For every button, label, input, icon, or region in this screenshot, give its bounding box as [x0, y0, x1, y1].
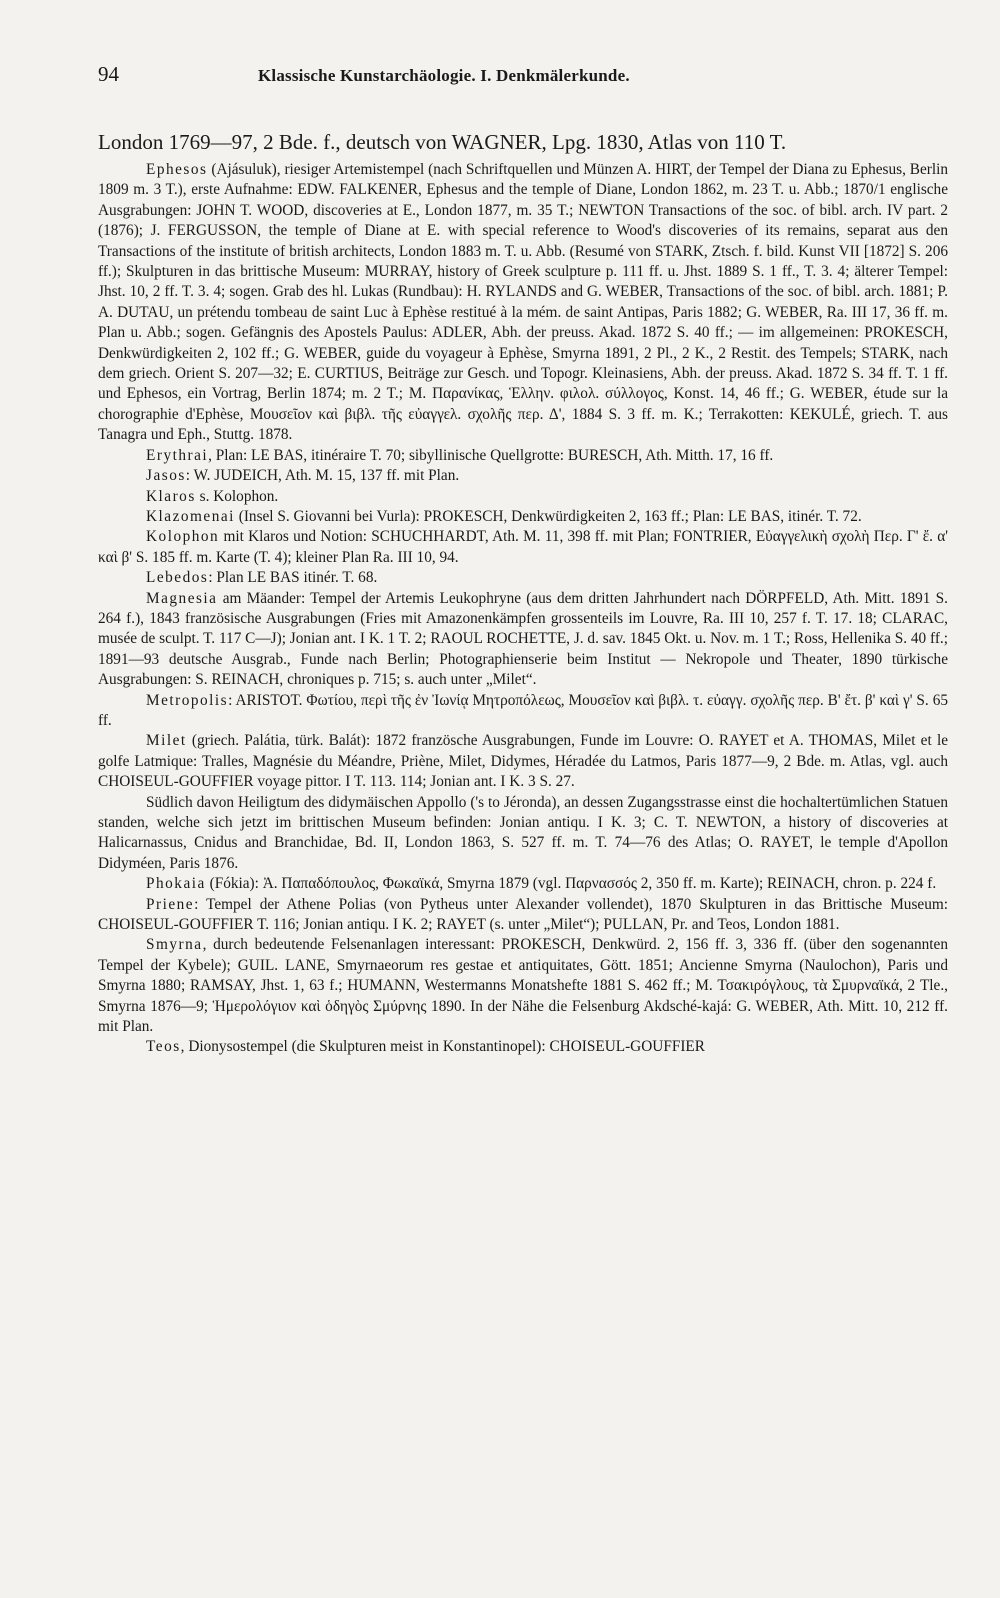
place-name: Lebedos	[146, 569, 209, 587]
place-name: Klaros	[146, 487, 196, 505]
page-number: 94	[98, 62, 119, 86]
entry-text: (Fókia): Ἀ. Παπαδόπουλος, Φωκαϊκά, Smyrna 1879 (vgl. Παρνασσός 2, 350 ff. m. Karte); REINACH, chron. p. 224 f.	[205, 875, 937, 893]
entry-erythrai	[98, 446, 948, 466]
entries-list	[98, 160, 948, 1058]
place-name: Ephesos	[146, 161, 208, 178]
entry-klazomenai	[98, 507, 948, 527]
entry-teos	[98, 1037, 948, 1057]
place-name: Smyrna	[146, 936, 203, 954]
entry-lebedos	[98, 568, 948, 588]
entry-text: am Mäander: Tempel der Artemis Leukophryne (aus dem dritten Jahrhundert nach DÖRPFELD, Ath. Mitt. 1891 S. 264 f.), 1843 französische Ausgrabungen (Fries mit Amazonenkämpfen grossenteils im Louvre, Ra. III 10, 257 f. T. 17. 18; CLARAC, musée de sculpt. T. 117 C—J); Jonian ant. I K. 1 T. 2; RAOUL ROCHETTE, J. d. sav. 1845 Okt. u. Nov. m. 1 T.; Ross, Hellenika S. 40 ff.; 1891—93 deutsche Ausgrab., Funde nach Berlin; Photographienserie beim Institut — Nekropole und Theater, 1890 türkische Ausgrabungen: S. REINACH, chroniques p. 715; s. auch unter „Milet“.	[98, 589, 948, 689]
entry-magnesia	[98, 589, 948, 691]
page-header	[98, 62, 948, 102]
entry-text: s. Kolophon.	[195, 487, 279, 505]
entry-kolophon	[98, 527, 948, 568]
running-title: Klassische Kunstarchäologie. I. Denkmälerkunde.	[258, 66, 630, 85]
place-name: Metropolis	[146, 691, 229, 709]
place-name: Milet	[146, 732, 187, 750]
entry-text: (Ajásuluk), riesiger Artemistempel (nach Schriftquellen und Münzen A. HIRT, der Tempel der Diana zu Ephesus, Berlin 1809 m. 3 T.), erste Aufnahme: EDW. FALKENER, Ephesus and the temple of Diane, London 1862, m. 23 T. u. Abb.; 1870/1 englische Ausgrabungen: JOHN T. WOOD, discoveries at E., London 1877, m. 35 T.; NEWTON Transactions of the soc. of bibl. arch. IV part. 2 (1876); J. FERGUSSON, the temple of Diane at E. with special reference to Wood's discoveries of its remains, separat aus den Transactions of the institute of british architects, London 1883 m. T. u. Abb. (Resumé von STARK, Ztsch. f. bild. Kunst VII [1872] S. 206 ff.); Skulpturen in das brittische Museum: MURRAY, history of Greek sculpture p. 111 ff. u. Jhst. 1889 S. 1 ff., T. 3. 4; älterer Tempel: Jhst. 10, 2 ff. T. 3. 4; sogen. Grab des hl. Lukas (Rundbau): H. RYLANDS and G. WEBER, Transactions of the soc. of bibl. arch. 1881; P. A. DUTAU, un prétendu tombeau de saint Luc à Ephèse restitué à la mém. de saint Antipas, Paris 1882; G. WEBER, Ra. III 17, 36 ff. m. Plan u. Abb.; sogen. Gefängnis des Apostels Paulus: ADLER, Abh. der preuss. Akad. 1872 S. 40 ff.; — im allgemeinen: PROKESCH, Denkwürdigkeiten 2, 102 ff.; G. WEBER, guide du voyageur à Ephèse, Smyrna 1891, 2 Pl., 2 K., 2 Restit. des Tempels; STARK, nach dem griech. Orient S. 207—32; E. CURTIUS, Beiträge zur Gesch. und Topogr. Kleinasiens, Abh. der preuss. Akad. 1872 S. 34 ff. T. 1 ff. und Ephesos, ein Vortrag, Berlin 1874; m. 2 T.; M. Παρανίκας, Ἑλλην. φιλολ. σύλλογος, Konst. 14, 46 ff.; G. WEBER, étude sur la chorographie d'Ephèse, Μουσεῖον καὶ βιβλ. τῆς εὐαγγελ. σχολῆς περ. Δ', 1884 S. 3 ff. m. K.; Terrakotten: KEKULÉ, griech. T. aus Tanagra und Eph., Stuttg. 1878.	[98, 161, 948, 444]
place-name: Kolophon	[146, 528, 220, 546]
entry-text: Südlich davon Heiligtum des didymäischen Appollo ('s to Jéronda), an dessen Zugangsstrasse einst die hochaltertümlichen Statuen standen, welche sich jetzt im brittischen Museum befinden: Jonian antiqu. I K. 3; C. T. NEWTON, a history of discoveries at Halicarnassus, Cnidus and Branchidae, Bd. II, London 1863, S. 527 ff. m. T. 74—76 des Atlas; O. RAYET, le temple d'Apollon Didyméen, Paris 1876.	[98, 793, 948, 872]
entry-priene	[98, 895, 948, 936]
entry-text: : ARISTOT. Φωτίου, περὶ τῆς ἐν Ἰωνίᾳ Μητροπόλεως, Μουσεῖον καὶ βιβλ. τ. εὐαγγ. σχολῆς περ. Β' ἔτ. β' καὶ γ' S. 65 ff.	[98, 691, 948, 729]
place-name: Priene	[146, 895, 195, 913]
entry-metropolis	[98, 691, 948, 732]
entry-text: : Plan LE BAS itinér. T. 68.	[208, 569, 378, 587]
place-name: Erythrai	[146, 446, 209, 464]
entry-text: (Insel S. Giovanni bei Vurla): PROKESCH, Denkwürdigkeiten 2, 163 ff.; Plan: LE BAS, itinér. T. 72.	[234, 507, 862, 525]
entry-milet	[98, 731, 948, 792]
entry-text: : Tempel der Athene Polias (von Pytheus unter Alexander vollendet), 1870 Skulpturen in das Brittische Museum: CHOISEUL-GOUFFIER T. 116; Jonian antiqu. I K. 2; RAYET (s. unter „Milet“); PULLAN, Pr. and Teos, London 1881.	[98, 895, 948, 934]
entry-text: , Dionysostempel (die Skulpturen meist in Konstantinopel): CHOISEUL-GOUFFIER	[180, 1038, 705, 1056]
entry-text: , Plan: LE BAS, itinéraire T. 70; sibyllinische Quellgrotte: BURESCH, Ath. Mitth. 17, 16 ff.	[208, 446, 774, 464]
entry-ephesos	[98, 160, 948, 446]
entry-jasos	[98, 466, 948, 486]
entry-phokaia	[98, 874, 948, 894]
place-name: Klazomenai	[146, 507, 235, 525]
place-name: Magnesia	[146, 589, 218, 607]
entry-text: (griech. Palátia, türk. Balát): 1872 französche Ausgrabungen, Funde im Louvre: O. RAYET et A. THOMAS, Milet et le golfe Latmique: Tralles, Magnésie du Méandre, Priène, Milet, Didymes, Héradée du Latmos, Paris 1877—9, 2 Bde. m. Atlas, vgl. auch CHOISEUL-GOUFFIER voyage pittor. I T. 113. 114; Jonian ant. I K. 3 S. 27.	[98, 732, 948, 791]
entry-didyma	[98, 793, 948, 875]
place-name: Jasos	[146, 467, 186, 485]
entry-text: , durch bedeutende Felsenanlagen interessant: PROKESCH, Denkwürd. 2, 156 ff. 3, 336 ff. (über den sogenannten Tempel der Kybele); GUIL. LANE, Smyrnaeorum res gestae et antiquitates, Gött. 1851; Ancienne Smyrna (Naulochon), Paris und Smyrna 1880; RAMSAY, Jhst. 1, 63 f.; HUMANN, Westermanns Monatshefte 1881 S. 462 ff.; M. Τσακιρόγλους, τὰ Σμυρναϊκά, 2 Tle., Smyrna 1876—9; Ἡμερολόγιον καὶ ὁδηγὸς Σμύρνης 1890. In der Nähe die Felsenburg Akdsché-kajá: G. WEBER, Ath. Mitt. 10, 212 ff. mit Plan.	[98, 936, 948, 1036]
place-name: Phokaia	[146, 875, 206, 893]
entry-klaros	[98, 487, 948, 507]
entry-text: mit Klaros und Notion: SCHUCHHARDT, Ath. M. 11, 398 ff. mit Plan; FONTRIER, Εὐαγγελικὴ σχολὴ Περ. Γ' ἔ. α' καὶ β' S. 185 ff. m. Karte (T. 4); kleiner Plan Ra. III 10, 94.	[98, 528, 948, 566]
continued-paragraph: London 1769—97, 2 Bde. f., deutsch von WAGNER, Lpg. 1830, Atlas von 110 T.	[98, 130, 787, 154]
entry-smyrna	[98, 935, 948, 1037]
place-name: Teos	[146, 1038, 181, 1056]
entry-text: : W. JUDEICH, Ath. M. 15, 137 ff. mit Plan.	[185, 467, 460, 485]
